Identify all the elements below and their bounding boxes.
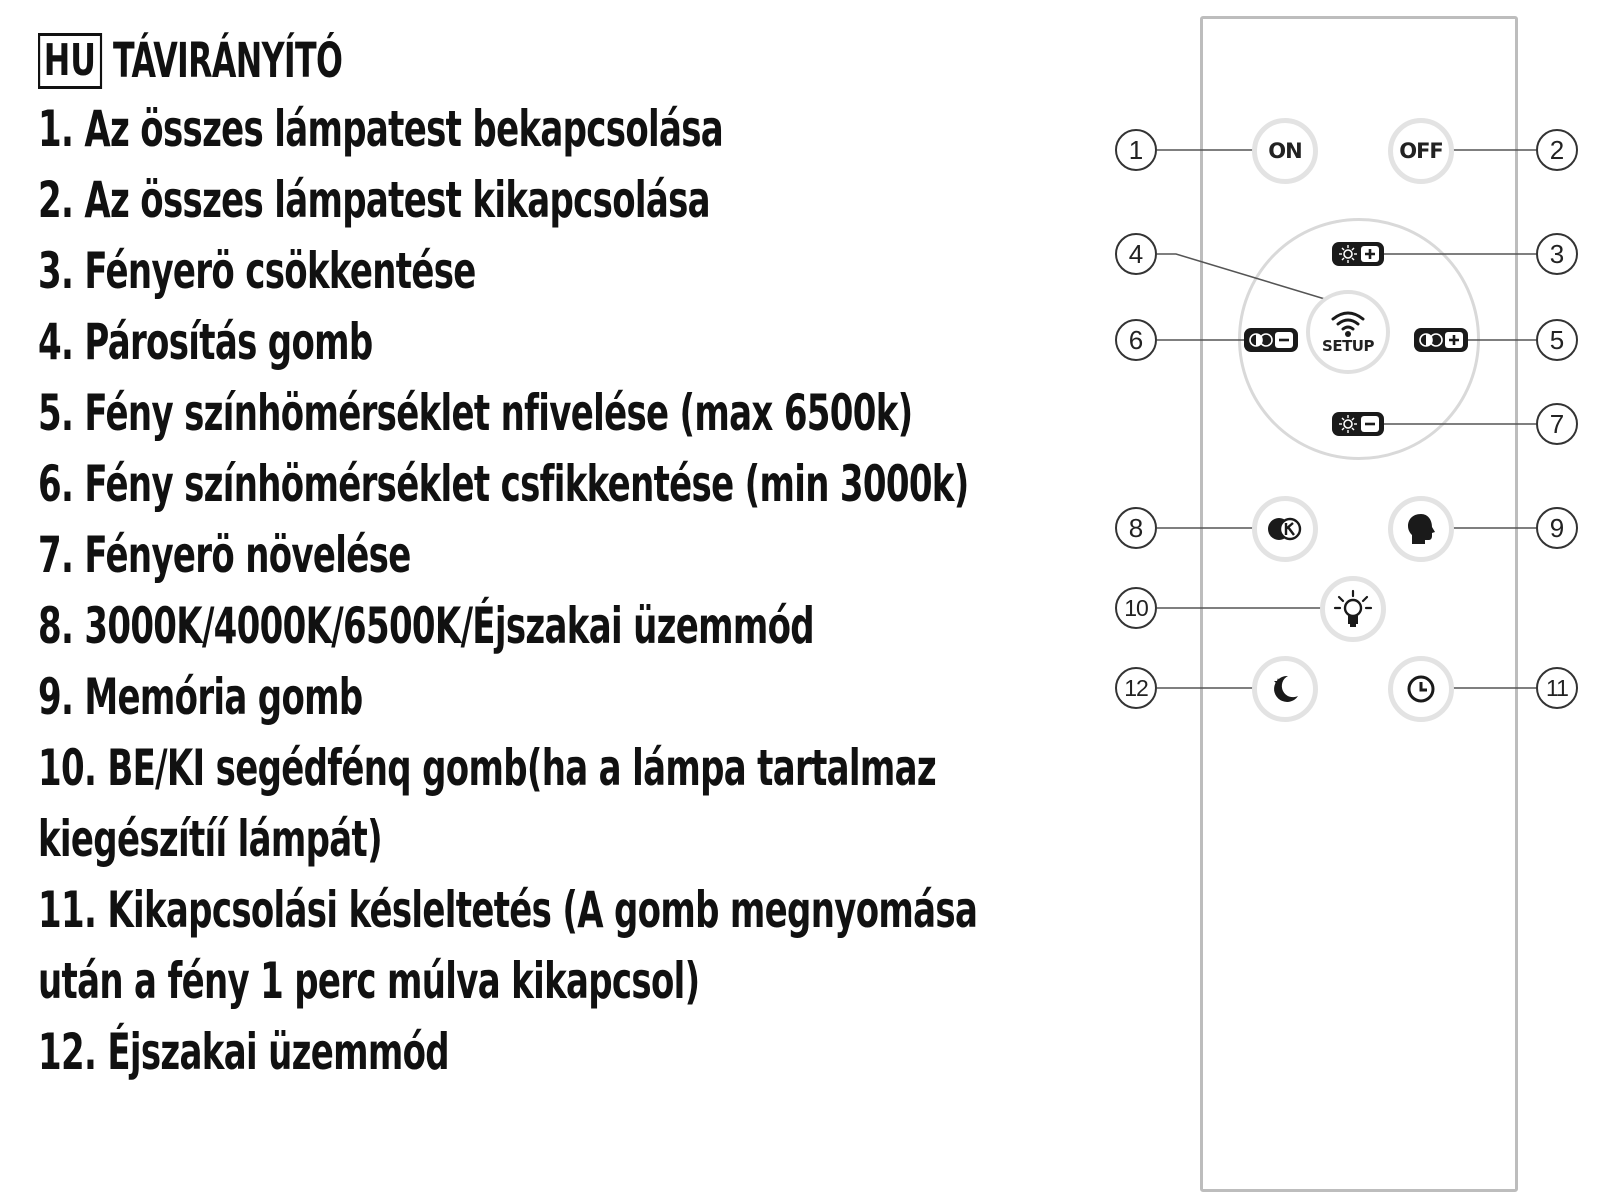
callout-4: 4 — [1115, 233, 1157, 275]
callout-5: 5 — [1536, 319, 1578, 361]
list-item: 2. Az összes lámpatest kikapcsolása — [38, 171, 710, 229]
list-item: 9. Memória gomb — [38, 668, 363, 726]
list-item: kiegészítíí lámpát) — [38, 810, 382, 868]
auxiliary-light-button[interactable] — [1320, 576, 1386, 642]
callout-3: 3 — [1536, 233, 1578, 275]
instruction-list — [38, 94, 1048, 1088]
setup-label: SETUP — [1322, 337, 1374, 355]
callout-10: 10 — [1115, 587, 1157, 629]
list-item: 11. Kikapcsolási késleltetés (A gomb megnyomása — [38, 881, 978, 939]
list-item: 5. Fény színhömérséklet nfivelése (max 6500k) — [38, 384, 913, 442]
page-title: TÁVIRÁNYÍTÓ — [112, 33, 342, 89]
language-code: HU — [38, 33, 102, 89]
setup-pairing-button[interactable] — [1306, 290, 1390, 374]
sun-minus-icon — [1334, 414, 1382, 434]
list-item: 8. 3000K/4000K/6500K/Éjszakai üzemmód — [38, 597, 814, 655]
on-label: ON — [1268, 139, 1302, 163]
callout-6: 6 — [1115, 319, 1157, 361]
sun-plus-icon — [1334, 244, 1382, 264]
callout-11: 11 — [1536, 667, 1578, 709]
list-item: 7. Fényerö növelése — [38, 526, 411, 584]
callout-8: 8 — [1115, 507, 1157, 549]
off-label: OFF — [1399, 139, 1443, 163]
on-button[interactable] — [1252, 118, 1318, 184]
heading — [38, 28, 1048, 94]
mode-k-icon — [1265, 515, 1305, 543]
color-temp-plus-icon — [1416, 330, 1466, 350]
brightness-up-button[interactable] — [1332, 242, 1384, 266]
moon-icon — [1268, 672, 1302, 706]
callout-2: 2 — [1536, 129, 1578, 171]
list-item: 1. Az összes lámpatest bekapcsolása — [38, 100, 724, 158]
color-temp-minus-icon — [1246, 330, 1296, 350]
memory-button[interactable] — [1388, 496, 1454, 562]
mode-cycle-button[interactable] — [1252, 496, 1318, 562]
instructions — [38, 28, 1048, 1088]
night-mode-button[interactable] — [1252, 656, 1318, 722]
list-item: 10. BE/KI segédfénq gomb(ha a lámpa tartalmaz — [38, 739, 937, 797]
list-item: 3. Fényerö csökkentése — [38, 242, 476, 300]
list-item: 12. Éjszakai üzemmód — [38, 1023, 449, 1081]
list-item: 6. Fény színhömérséklet csfikkentése (min 3000k) — [38, 455, 969, 513]
callout-1: 1 — [1115, 129, 1157, 171]
head-memory-icon — [1405, 512, 1437, 546]
clock-icon — [1405, 673, 1437, 705]
color-temp-up-button[interactable] — [1414, 328, 1468, 352]
wifi-icon — [1329, 309, 1367, 339]
delay-off-timer-button[interactable] — [1388, 656, 1454, 722]
list-item: után a fény 1 perc múlva kikapcsol) — [38, 952, 700, 1010]
brightness-down-button[interactable] — [1332, 412, 1384, 436]
callout-12: 12 — [1115, 667, 1157, 709]
color-temp-down-button[interactable] — [1244, 328, 1298, 352]
off-button[interactable] — [1388, 118, 1454, 184]
lightbulb-icon — [1333, 589, 1373, 629]
list-item: 4. Párosítás gomb — [38, 313, 373, 371]
callout-7: 7 — [1536, 403, 1578, 445]
callout-9: 9 — [1536, 507, 1578, 549]
